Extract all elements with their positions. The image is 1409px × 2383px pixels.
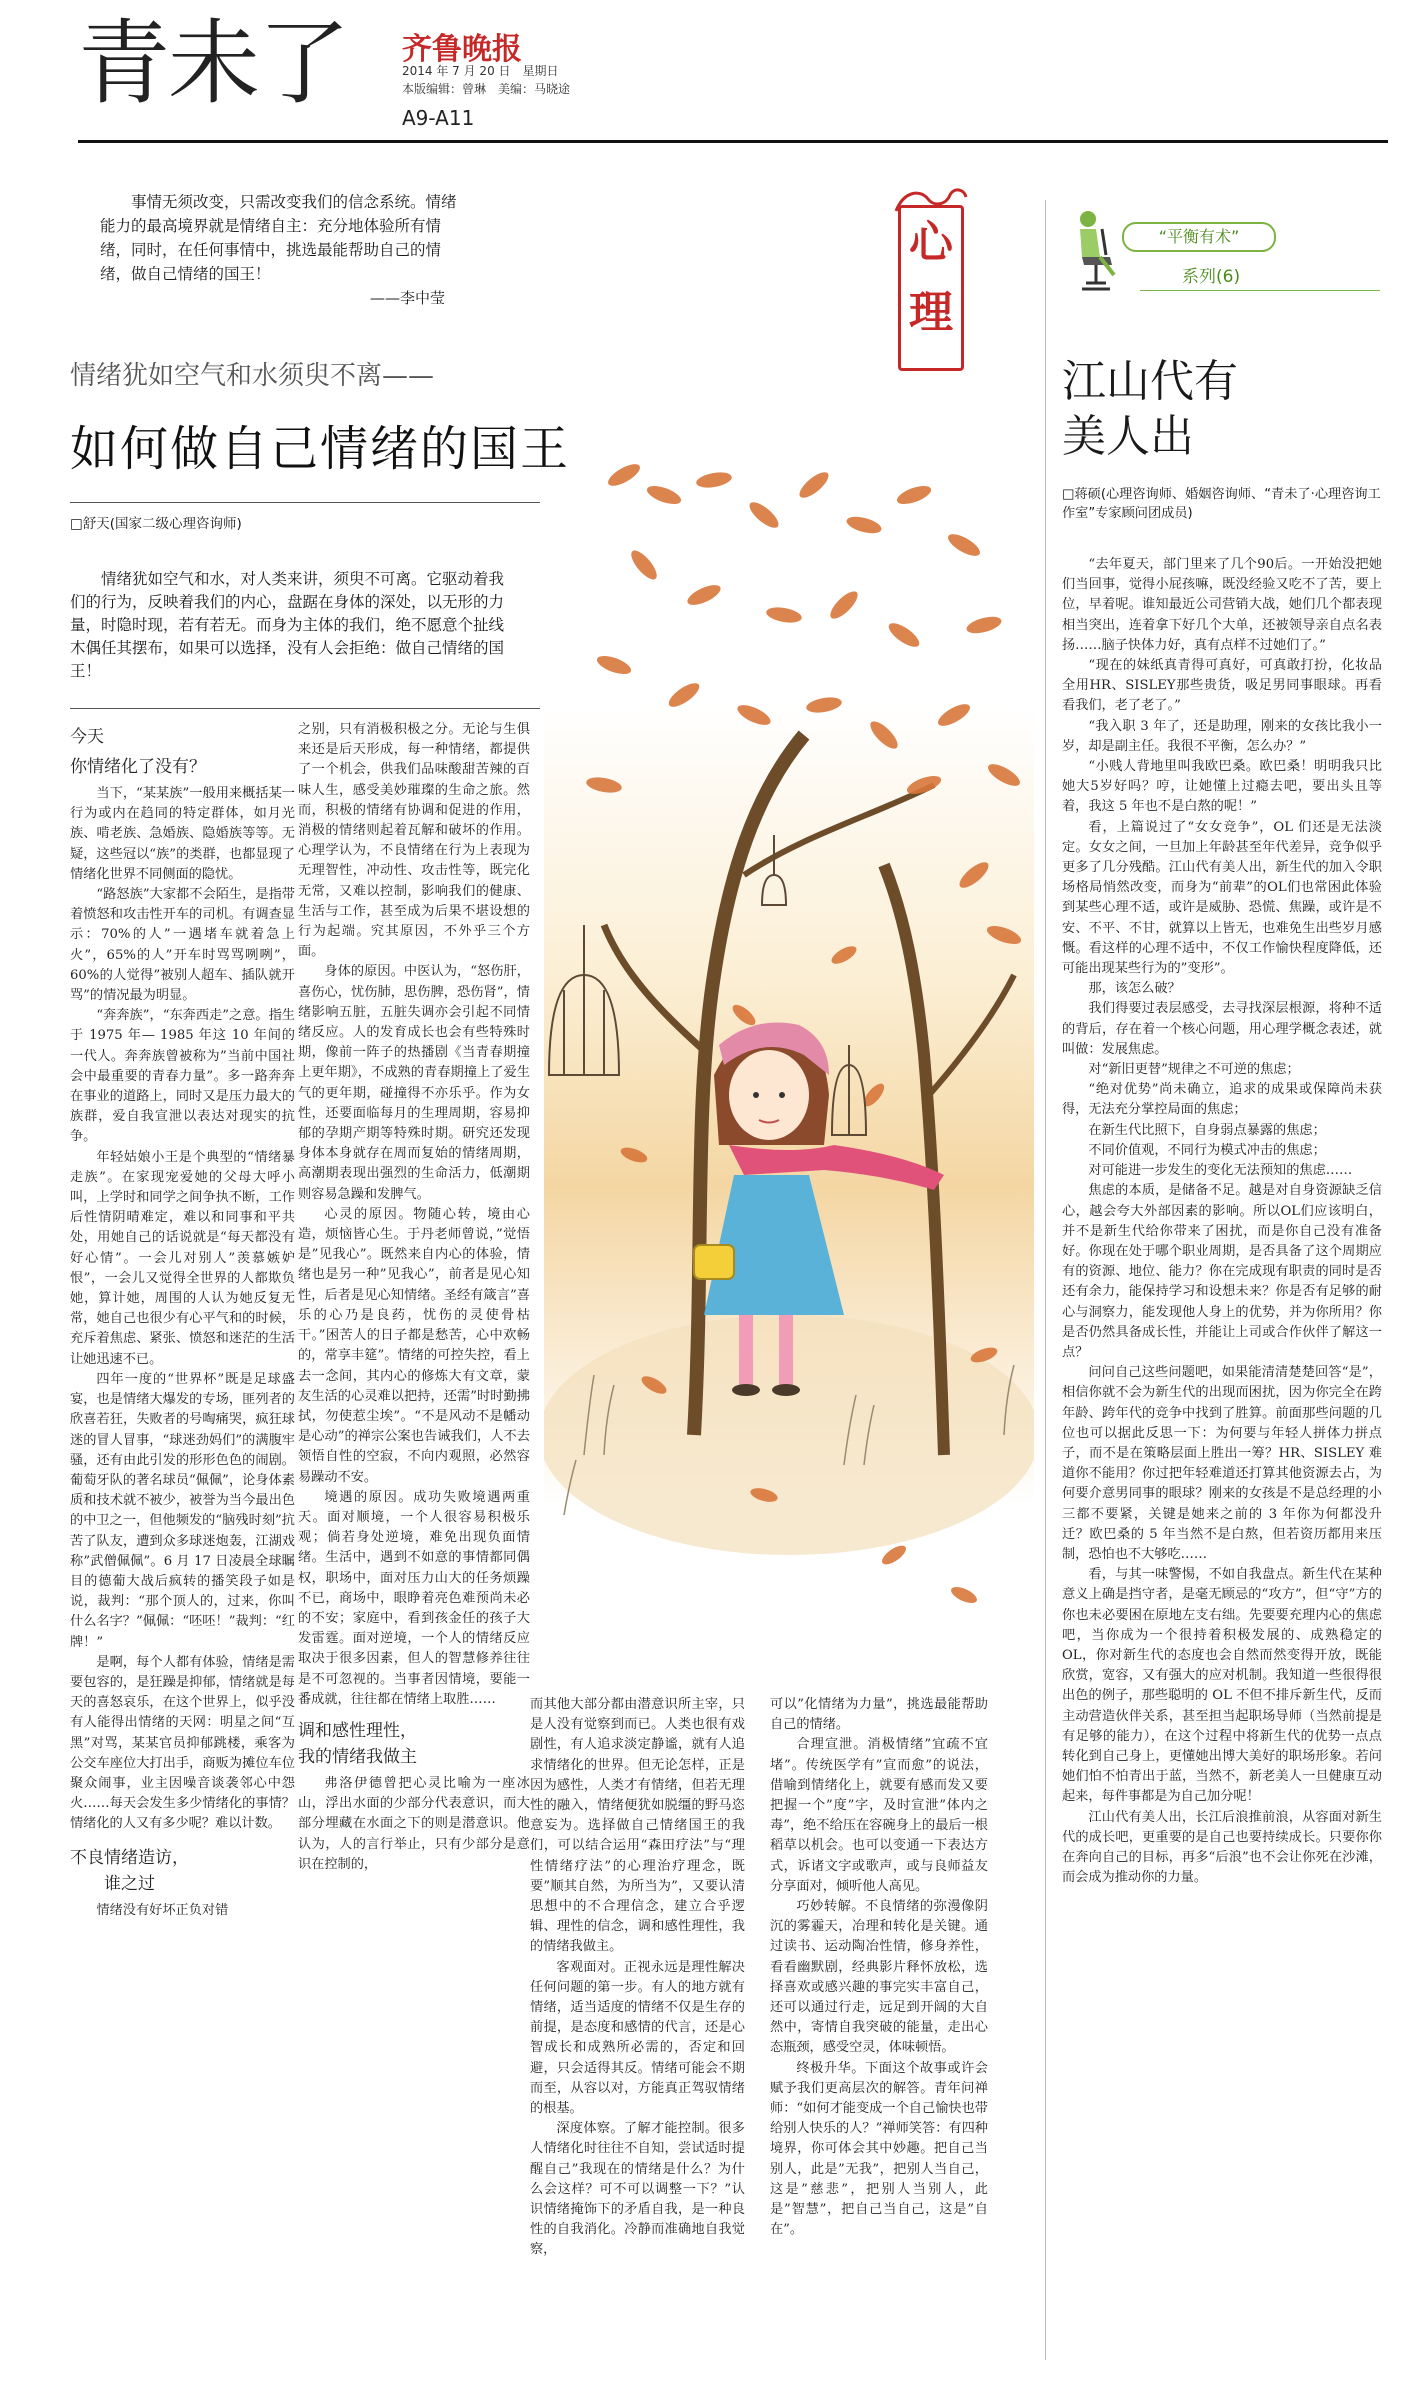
quote-author: ——李中莹 bbox=[370, 289, 446, 307]
section-title: 青未了 bbox=[78, 10, 349, 117]
subhead-master: 我的情绪我做主 bbox=[298, 1746, 417, 1767]
paragraph: “小贱人背地里叫我欧巴桑。欧巴桑！明明我只比她大5岁好吗？哼，让她懂上过瘾去吧，要出头且等着，我这 5 年也不是白熬的呢！” bbox=[1062, 759, 1382, 815]
paragraph: 当下，“某某族”一般用来概括某一行为或内在趋同的特定群体，如月光族、啃老族、急婚族、隐婚族等等。无疑，这些冠以“族”的类群，也都显现了情绪化世界不同侧面的隐忧。 bbox=[70, 786, 295, 882]
article-deck: 情绪犹如空气和水须臾不离—— bbox=[70, 361, 435, 391]
sidebar-title-line-1: 江山代有 bbox=[1062, 356, 1238, 407]
paragraph: 是啊，每个人都有体验，情绪是需要包容的，是狂躁是抑郁，情绪就是每天的喜怒哀乐，在这个世界上，似乎没有人能得出情绪的天网：明星之间“互黑”对骂，某某官员抑郁跳楼，乘客为公交车座位大打出手，商贩为摊位车位聚众闹事，业主因噪音谈袭邻心中怨火……每天会发生多少情绪化的事情？情绪化的人又有多少呢？难以计数。 bbox=[70, 1654, 295, 1832]
paragraph: 问问自己这些问题吧，如果能清清楚楚回答“是”，相信你就不会为新生代的出现而困扰，因为你完全在跨年龄、跨年代的竞争中找到了胜算。前面那些问题的几位也可以据此反思一下：为何要与年轻人拼体力拼点子，而不是在策略层面上胜出一筹？HR、SISLEY 难道你不能用？你过把年轻难道还打算其他资源去占，为何要介意男同事的眼球？刚来的女孩是不是总经理的小三都不要紧，关键是她来之前的 3 年你为何都没升迁？欧巴桑的 5 年当然不是白熬，但若资历都用来压制，恐怕也不大够吃…… bbox=[1062, 1365, 1382, 1562]
office-woman-chair-icon bbox=[1060, 205, 1122, 295]
masthead-rule bbox=[78, 140, 1388, 143]
article-lede: 情绪犹如空气和水，对人类来讲，须臾不可离。它驱动着我们的行为，反映着我们的内心，盘踞在身体的深处，以无形的力量，时隐时现，若有若无。而身为主体的我们，绝不愿意个扯线木偶任其摆布，如果可以选择，没有人会拒绝：做自己情绪的国王！ bbox=[70, 570, 505, 680]
divider bbox=[1140, 290, 1380, 291]
article-byline: □舒天(国家二级心理咨询师) bbox=[70, 516, 242, 532]
sidebar-title-line-2: 美人出 bbox=[1062, 411, 1194, 462]
column-divider bbox=[1045, 200, 1046, 2360]
paragraph: 不同价值观，不同行为模式冲击的焦虑； bbox=[1088, 1142, 1326, 1158]
subhead-bad-emotion: 不良情绪造访， bbox=[70, 1847, 189, 1868]
paragraph: 焦虑的本质，是储备不足。越是对自身资源缺乏信心，越会夸大外部因素的影响。所以OL们应该明白，并不是新生代给你带来了困扰，而是你自己没有准备好。你现在处于哪个职业周期，是否具备了这个周期应有的资源、地位、能力？你在完成现有职责的同时是否还有余力，能保持学习和设想未来？你是否有足够的耐心与洞察力，能发现他人身上的优势，并为你所用？你是否仍然具备成长性，并能让上司或合作伙伴了解这一点？ bbox=[1062, 1183, 1382, 1360]
series-number: 系列(6) bbox=[1182, 267, 1241, 287]
paragraph: 身体的原因。中医认为，“怒伤肝，喜伤心，忧伤肺，思伤脾，恐伤肾”，情绪影响五脏，五脏失调亦会引起不同情绪反应。人的发育成长也会有些特殊时期，像前一阵子的热播剧《当青春期撞上更年期》，不成熟的青春期撞上了爱生气的更年期，碰撞得不亦乐乎。作为女性，还要面临每月的生理周期，容易抑郁的孕期产期等特殊时期。研究还发现身体本身就存在周而复始的情绪周期，高潮期表现出强烈的生命活力，低潮期则容易急躁和发脾气。 bbox=[298, 964, 530, 1202]
paragraph: “去年夏天，部门里来了几个90后。一开始没把她们当回事，觉得小屁孩嘛，既没经验又吃不了苦，要上位，早着呢。谁知最近公司营销大战，她们几个都表现相当突出，连着拿下好几个大单，还被领导亲自点名表扬……脑子快体力好，真有点样不过她们了。” bbox=[1062, 557, 1382, 653]
paragraph: 巧妙转解。不良情绪的弥漫像阴沉的雾霾天，冶理和转化是关键。通过读书、运动陶冶性情，修身养性，看看幽默剧，经典影片释怀放松，选择喜欢或感兴趣的事完实丰富自己，还可以通过行走，远足到开阔的大自然中，寄情自我突破的能量，走出心态瓶颈，感受空灵，体味顿悟。 bbox=[770, 1899, 988, 2056]
paragraph: 看，与其一味警惕，不如自我盘点。新生代在某种意义上确是挡守者，是毫无顾忌的“攻方”，但“守”方的你也未必要困在原地左支右绌。先要要充理内心的焦虑吧，当你成为一个很持着积极发展的、成熟稳定的 OL，你对新生代的态度也会自然而然变得开放，既能欣赏，宽容，又有强大的应对机制。我知道一些很得很出色的例子，那些聪明的 OL 不但不排斥新生代，反而主动营造伙伴关系，甚至担当起职场导师（当然前提是有足够的能力），在这个过程中将新生代的优势一点点转化到自己身上，更懂她出博大美好的职场形象。若问她们怕不怕青出于蓝，当然不，新老美人一旦健康互动起来，每件事都是为自己加分呢！ bbox=[1062, 1567, 1382, 1805]
divider bbox=[70, 708, 540, 709]
paragraph: 年轻姑娘小王是个典型的“情绪暴走族”。在家现宠爱她的父母大呼小叫，上学时和同学之间争执不断，工作后性情阴晴难定，难以和同事和平共处，用她自己的话说就是“每天都没有好心情”。一会儿对别人”羡慕嫉妒恨”，一会儿又觉得全世界的人都欺负她，算计她，周围的人认为她反复无常，她自己也很少有心平气和的时候，充斥着焦虑、紧张、愤怒和迷茫的生活让她迅速不已。 bbox=[70, 1149, 295, 1367]
paragraph: 对“新旧更替”规律之不可逆的焦虑； bbox=[1088, 1062, 1300, 1078]
seal-char-2: 理 bbox=[909, 287, 953, 338]
paragraph: 境遇的原因。成功失败境遇两重天。面对顺境，一个人很容易积极乐观；倘若身处逆境，难免出现负面情绪。生活中，遇到不如意的事情都同偶权，职场中，面对压力山大的任务烦躁不已，商场中，眼睁着亮色难预尚未必的不安；家庭中，看到孩金任的孩子大发雷霆。面对逆境，一个人的情绪反应取决于很多因素，但人的智慧修养往往是不可忽视的。当事者因情境，要能一番成就，往往都在情绪上取胜…… bbox=[298, 1489, 530, 1707]
paragraph: “绝对优势”尚未确立，追求的成果或保障尚未获得，无法充分掌控局面的焦虑； bbox=[1062, 1082, 1382, 1118]
paragraph: 心灵的原因。物随心转，境由心造，烦恼皆心生。于丹老师曾说，”觉悟是”见我心”。既然来自内心的体验，情绪也是另一种”见我心”，前者是见心知性，后者是见心知情绪。圣经有箴言”喜乐的心乃是良药，忧伤的灵使骨枯干。”困苦人的日子都是愁苦，心中欢畅的，常享丰筵”。情绪的可控失控，看上去一念间，其内心的修炼大有文章，蒙友生活的心灵难以把持，还需”时时勤拂拭，勿使惹尘埃”。“不是风动不是幡动是心动”的禅宗公案也告诫我们，人不去领悟自性的空寂，不向内观照，必然容易躁动不安。 bbox=[298, 1206, 530, 1485]
article-column-4 bbox=[770, 1695, 988, 2365]
editor-credit: 本版编辑：曾琳 美编：马晓途 bbox=[402, 82, 571, 96]
paragraph: 深度体察。了解才能控制。很多人情绪化时往往不自知，尝试适时提醒自己”我现在的情绪是什么？为什么会这样？可不可以调整一下？”认识情绪掩饰下的矛盾自我，是一种良性的自我消化。冷静而准确地自我觉察， bbox=[530, 2121, 745, 2258]
series-badge: “平衡有术” bbox=[1122, 222, 1276, 252]
paragraph: 可以”化情绪为力量”，挑选最能帮助自己的情绪。 bbox=[770, 1697, 988, 1733]
paragraph: 弗洛伊德曾把心灵比喻为一座冰山，浮出水面的少部分代表意识，而大部分埋藏在水面之下的则是潜意识。他认为，人的言行举止，只有少部分是意识在控制的， bbox=[298, 1775, 530, 1872]
paragraph: “现在的妹纸真青得可真好，可真敢打扮，化妆品全用HR、SISLEY那些贵货，吸足男同事眼球。再看看我们，老了老了。” bbox=[1062, 658, 1382, 714]
paragraph: “路怒族”大家都不会陌生，是指带着愤怒和攻击性开车的司机。有调查显示：70%的人”一遇堵车就着急上火”，65%的人”开车时骂骂咧咧”，60%的人觉得”被别人超车、插队就开骂”的情况最为明显。 bbox=[70, 887, 295, 1004]
subhead-question: 你情绪化了没有？ bbox=[70, 757, 206, 777]
lead-quote: 事情无须改变，只需改变我们的信念系统。情绪能力的最高境界就是情绪自主：充分地体验所有情绪，同时，在任何事情中，挑选最能帮助自己的情绪，做自己情绪的国王！ bbox=[100, 193, 457, 283]
paragraph: 对可能进一步发生的变化无法预知的焦虑…… bbox=[1088, 1163, 1353, 1179]
newspaper-brand: 齐鲁晚报 bbox=[402, 32, 522, 67]
paragraph: 合理宣泄。消极情绪”宜疏不宜堵”。传统医学有”宣而愈”的说法，借喻到情绪化上，就要有感而发又要把握一个”度”字，及时宣泄”体内之毒”，绝不给压在容碗身上的最后一根稻草以机会。也可以变通一下表达方式，诉诸文字或歌声，或与良师益友分享面对，倾听他人高见。 bbox=[770, 1737, 988, 1894]
psychology-seal bbox=[898, 205, 964, 371]
sidebar-column bbox=[1062, 555, 1382, 2365]
paragraph: 而其他大部分都由潜意识所主宰，只是人没有觉察到而已。人类也很有戏剧性，有人追求淡定静谧，就有人追求情绪化的世界。但无论怎样，正是因为感性，人类才有情绪，但若无理性的融入，情绪便犹如脱缰的野马恣意妄为。选择做自己情绪国王的我们，可以结合运用“森田疗法”与“理性情绪疗法”的心理治疗理念，既要”顺其自然，为所当为”，又要认清思想中的不合理信念，建立合乎逻辑、理性的信念，调和感性理性，我的情绪我做主。 bbox=[530, 1697, 745, 1955]
issue-date: 2014 年 7 月 20 日 星期日 bbox=[402, 64, 559, 78]
divider bbox=[70, 502, 540, 503]
paragraph: “我入职 3 年了，还是助理，刚来的女孩比我小一岁，却是副主任。我很不平衡，怎么办？” bbox=[1062, 718, 1382, 754]
paragraph: 四年一度的“世界杯”既是足球盛宴，也是情绪大爆发的专场，匪列者的欣喜若狂，失败者的号啕痛哭，疯狂球迷的冒人冒事，“球迷劲妈们”的满腹牢骚，还有由此引发的形形色色的闹剧。葡萄牙队的著名球员“佩佩”，论身体素质和技术就不被少，被誉为当今最出色的中卫之一，但他频发的“脑残时刻”抗苦了队友，遭到众多球迷炮轰，江湖戏称”武僧佩佩”。6 月 17 日凌晨全球瞩目的德葡大战后疯转的播笑段子如是说，裁判：“那个顶人的，过来，你叫什么名字？”佩佩：“呸呸！”裁判：“红牌！” bbox=[70, 1371, 295, 1650]
article-headline: 如何做自己情绪的国王 bbox=[70, 421, 571, 477]
paragraph: 我们得要过表层感受，去寻找深层根源，将种不适的背后，存在着一个核心问题，用心理学概念表述，就叫做：发展焦虑。 bbox=[1062, 1001, 1382, 1057]
article-column-2 bbox=[298, 720, 530, 2360]
paragraph: 看，上篇说过了“女女竞争”，OL 们还是无法淡定。女女之间，一旦加上年龄甚至年代差异，竞争似乎更多了几分残酷。江山代有美人出，新生代的加入令职场格局悄然改变，而身为“前辈”的OL们也常困此体验到某些心理不适，或许是威胁、恐慌、焦躁，或许是不安、不平、不甘，就算以上皆无，也难免生出些岁月感慨。看这样的心理不适中，不仅工作愉快程度降低，还可能出现某些行为的”变形”。 bbox=[1062, 819, 1382, 977]
article-column-3 bbox=[530, 1695, 745, 2365]
subhead-whose-fault: 谁之过 bbox=[104, 1873, 155, 1894]
autumn-girl-illustration bbox=[544, 455, 1034, 1630]
seal-char-1: 心 bbox=[909, 217, 953, 268]
paragraph: 在新生代比照下，自身弱点暴露的焦虑； bbox=[1088, 1122, 1326, 1138]
subhead-harmonize: 调和感性理性， bbox=[298, 1720, 417, 1741]
article-column-1 bbox=[70, 720, 295, 2360]
paragraph: 客观面对。正视永远是理性解决任何问题的第一步。有人的地方就有情绪，适当适度的情绪不仅是生存的前提，是态度和感情的代言，还是心智成长和成熟所必需的，否定和回避，只会适得其反。情绪可能会不期而至，从容以对，方能真正驾驭情绪的根基。 bbox=[530, 1959, 745, 2117]
subhead-today: 今天 bbox=[70, 727, 104, 747]
paragraph: “奔奔族”，“东奔西走”之意。指生于 1975 年— 1985 年这 10 年间的一代人。奔奔族曾被称为”当前中国社会中最重要的青春力量”。多一路奔奔在事业的道路上，同时又是压力最大的族群，爱自我宣泄以表达对现实的抗争。 bbox=[70, 1008, 295, 1145]
paragraph: 之别，只有消极积极之分。无论与生俱来还是后天形成，每一种情绪，都提供了一个机会，供我们品味酸甜苦辣的百味人生，感受美妙璀璨的生命之旅。然而，积极的情绪有协调和促进的作用，消极的情绪则起着瓦解和破坏的作用。心理学认为，不良情绪在行为上表现为无理智性，冲动性、攻击性等，既完化无常，又难以控制，影响我们的健康、生活与工作，甚至成为后果不堪设想的行为起端。究其原因，不外乎三个方面。 bbox=[298, 722, 530, 960]
paragraph: 江山代有美人出，长江后浪推前浪，从容面对新生代的成长吧，更重要的是自己也要持续成长。只要你你在奔向自己的目标，再多“后浪”也不会让你死在沙滩，而会成为推动你的力量。 bbox=[1062, 1809, 1382, 1886]
paragraph: 情绪没有好坏正负对错 bbox=[96, 1902, 229, 1918]
paragraph: 那，该怎么破？ bbox=[1088, 981, 1181, 997]
page-range: A9-A11 bbox=[402, 106, 475, 130]
sidebar-byline: □蒋硕(心理咨询师、婚姻咨询师、“青未了·心理咨询工作室”专家顾问团成员) bbox=[1062, 487, 1381, 521]
paragraph: 终极升华。下面这个故事或许会赋予我们更高层次的解答。青年问禅师：“如何才能变成一个自己愉快也带给别人快乐的人？”禅师笑答：有四种境界，你可体会其中妙趣。把自己当别人，此是”无我”，把别人当自己，这是”慈悲”，把别人当别人，此是”智慧”，把自己当自己，这是”自在”。 bbox=[770, 2060, 988, 2238]
